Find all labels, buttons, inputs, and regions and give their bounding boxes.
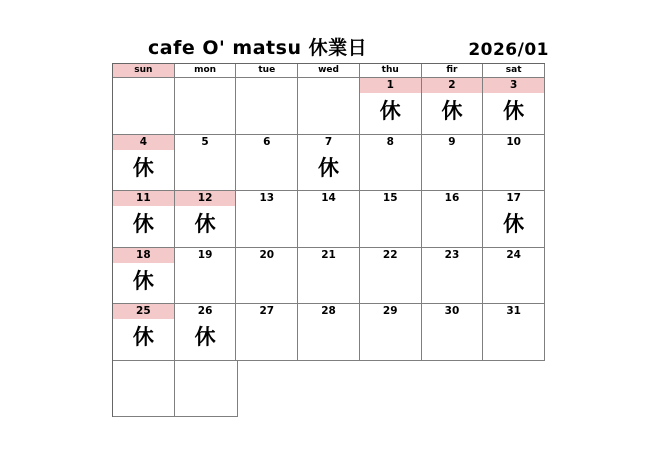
ghost-cell <box>361 361 422 418</box>
day-number: 13 <box>259 192 275 205</box>
week-row <box>113 135 545 192</box>
title-bar <box>112 30 549 60</box>
day-number: 17 <box>506 192 521 205</box>
day-cell-5 <box>175 135 237 192</box>
closed-marker: 休 <box>132 325 154 349</box>
day-number: 27 <box>259 305 275 318</box>
day-number: 24 <box>506 248 521 261</box>
weekday-header-tue: tue <box>236 64 298 78</box>
day-number: 3 <box>483 78 544 93</box>
day-cell-3 <box>483 78 545 135</box>
closed-marker: 休 <box>503 212 525 236</box>
closed-marker: 休 <box>503 99 525 123</box>
closed-marker: 休 <box>194 325 216 349</box>
day-cell-13 <box>236 191 298 248</box>
day-number: 25 <box>113 304 174 319</box>
closed-marker: 休 <box>132 268 154 293</box>
day-number: 16 <box>444 192 460 205</box>
day-cell-16 <box>422 191 484 248</box>
weekday-header-thu: thu <box>360 64 422 78</box>
day-number: 6 <box>263 135 271 148</box>
day-number: 8 <box>386 135 394 148</box>
weekday-header-mon: mon <box>175 64 237 78</box>
day-cell-12 <box>175 191 237 248</box>
day-cell-27 <box>236 304 298 361</box>
empty-day-cell <box>236 78 298 135</box>
closed-marker: 休 <box>132 212 154 236</box>
day-cell-14 <box>298 191 360 248</box>
weekday-header-wed: wed <box>298 64 360 78</box>
day-number: 1 <box>360 78 421 93</box>
day-cell-2 <box>422 78 484 135</box>
week-row <box>113 191 545 248</box>
day-cell-4 <box>113 135 175 192</box>
closed-marker: 休 <box>441 99 463 123</box>
day-number: 7 <box>324 135 333 148</box>
day-cell-30 <box>422 304 484 361</box>
day-cell-1 <box>360 78 422 135</box>
empty-day-cell <box>113 361 175 418</box>
day-number: 12 <box>175 191 236 206</box>
closed-marker: 休 <box>379 99 401 123</box>
day-cell-11 <box>113 191 175 248</box>
day-number: 21 <box>321 248 336 261</box>
day-cell-17 <box>483 191 545 248</box>
empty-day-cell <box>113 78 175 135</box>
ghost-cell <box>238 361 299 418</box>
day-number: 26 <box>197 305 213 318</box>
day-cell-6 <box>236 135 298 192</box>
day-number: 28 <box>321 305 336 318</box>
day-number: 4 <box>113 135 174 150</box>
weekday-header-sun: sun <box>113 64 175 78</box>
day-cell-26 <box>175 304 237 361</box>
empty-day-cell <box>298 78 360 135</box>
week-row <box>113 248 545 305</box>
week-row <box>113 361 545 418</box>
day-number: 10 <box>506 135 521 148</box>
day-number: 19 <box>197 248 213 261</box>
calendar-grid <box>112 63 545 417</box>
day-cell-7 <box>298 135 360 192</box>
empty-day-cell <box>175 361 237 418</box>
day-number: 20 <box>259 248 275 261</box>
day-cell-9 <box>422 135 484 192</box>
day-cell-19 <box>175 248 237 305</box>
day-cell-18 <box>113 248 175 305</box>
day-number: 2 <box>422 78 483 93</box>
calendar-period: 2026/01 <box>468 40 549 60</box>
day-number: 23 <box>444 248 460 261</box>
day-number: 15 <box>382 192 398 205</box>
week-row <box>113 78 545 135</box>
day-number: 5 <box>201 135 209 148</box>
weeks-container <box>113 78 545 417</box>
empty-day-cell <box>175 78 237 135</box>
closed-marker: 休 <box>132 155 154 180</box>
closed-marker: 休 <box>318 155 340 180</box>
day-number: 9 <box>448 135 456 148</box>
calendar-title: cafe O' matsu 休業日 <box>148 37 368 59</box>
day-cell-8 <box>360 135 422 192</box>
day-cell-22 <box>360 248 422 305</box>
day-cell-24 <box>483 248 545 305</box>
day-number: 18 <box>113 248 174 263</box>
day-cell-31 <box>483 304 545 361</box>
day-cell-23 <box>422 248 484 305</box>
week-row <box>113 304 545 361</box>
ghost-cell <box>484 361 545 418</box>
weekday-header-row <box>113 64 545 78</box>
day-cell-21 <box>298 248 360 305</box>
ghost-cell <box>299 361 360 418</box>
day-cell-25 <box>113 304 175 361</box>
day-number: 30 <box>444 305 460 318</box>
day-number: 31 <box>506 305 521 318</box>
ghost-cell <box>422 361 483 418</box>
weekday-header-sat: sat <box>483 64 545 78</box>
day-number: 14 <box>321 192 336 205</box>
day-cell-29 <box>360 304 422 361</box>
day-cell-10 <box>483 135 545 192</box>
day-number: 11 <box>113 191 174 206</box>
weekday-header-fir: fir <box>422 64 484 78</box>
closed-marker: 休 <box>194 212 216 236</box>
day-cell-28 <box>298 304 360 361</box>
day-cell-20 <box>236 248 298 305</box>
day-cell-15 <box>360 191 422 248</box>
day-number: 29 <box>382 305 398 318</box>
day-number: 22 <box>382 248 398 261</box>
